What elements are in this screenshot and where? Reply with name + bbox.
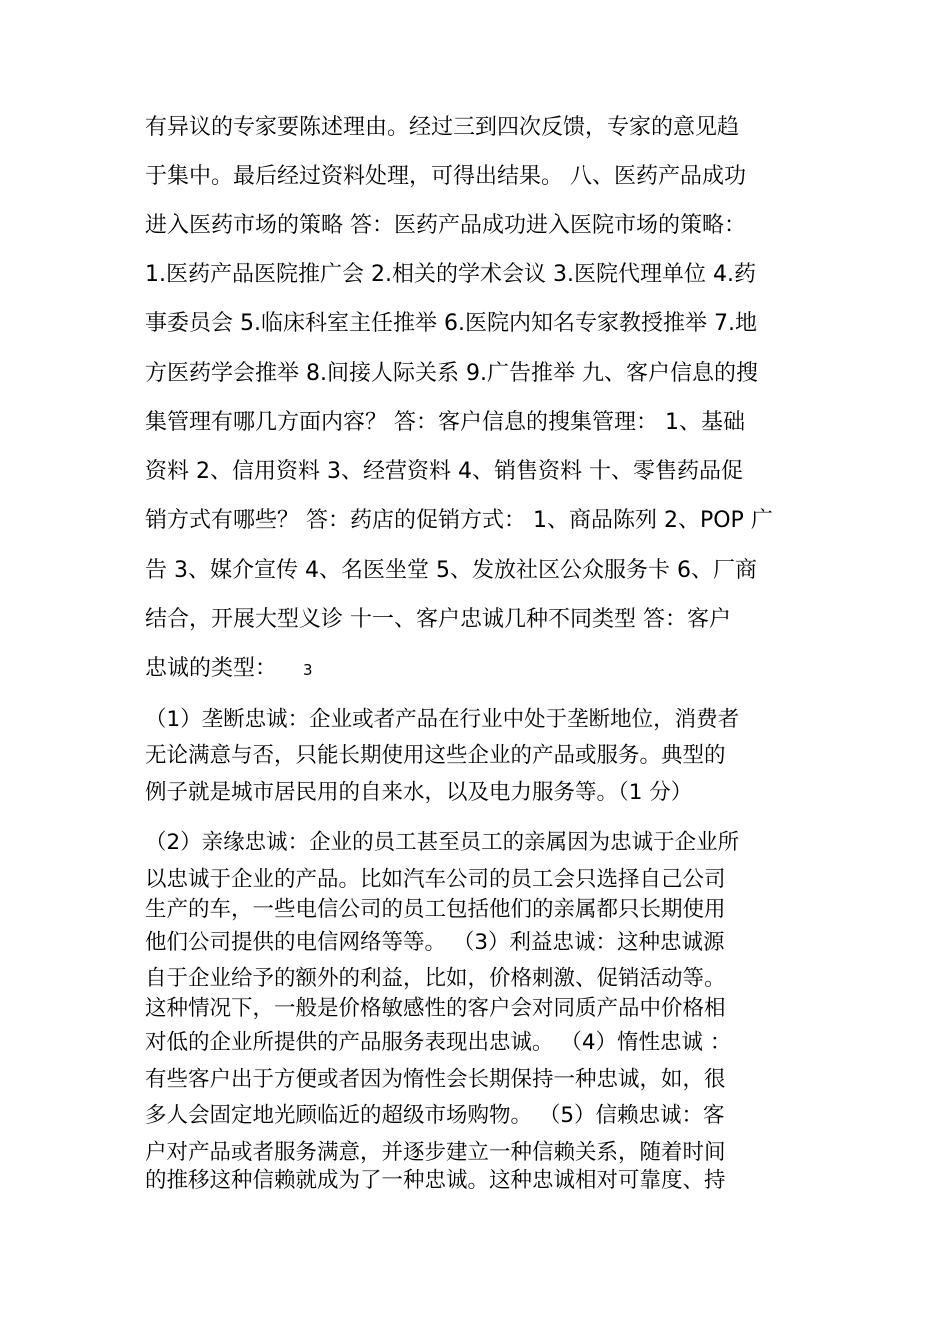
text-line: 户对产品或者服务满意，并逐步建立一种信赖关系，随着时间 xyxy=(145,1140,726,1165)
text-line: （1）垄断忠诚：企业或者产品在行业中处于垄断地位，消费者 xyxy=(145,707,740,732)
text-line: 自于企业给予的额外的利益，比如，价格刺激、促销活动等。 xyxy=(145,966,726,991)
text-line: 集管理有哪几方面内容？ 答：客户信息的搜集管理： 1、基础 xyxy=(145,410,745,435)
text-line: 事委员会 5.临床科室主任推举 6.医院内知名专家教授推举 7.地 xyxy=(145,311,757,336)
text-line: 有些客户出于方便或者因为惰性会长期保持一种忠诚，如，很 xyxy=(145,1067,726,1092)
text-line: 于集中。最后经过资料处理，可得出结果。 八、医药产品成功 xyxy=(145,164,746,189)
text-line: 这种情况下，一般是价格敏感性的客户会对同质产品中价格相 xyxy=(145,996,726,1021)
page-number: 3 xyxy=(303,661,313,679)
text-line: 方医药学会推举 8.间接人际关系 9.广告推举 九、客户信息的搜 xyxy=(145,361,758,386)
text-line: 进入医药市场的策略 答：医药产品成功进入医院市场的策略： xyxy=(145,213,746,238)
text-line: 例子就是城市居民用的自来水，以及电力服务等。（1 分） xyxy=(145,780,693,805)
text-line: 多人会固定地光顾临近的超级市场购物。 （5）信赖忠诚：客 xyxy=(145,1103,725,1128)
text-line: 的推移这种信赖就成为了一种忠诚。这种忠诚相对可靠度、持 xyxy=(145,1168,726,1193)
text-line: 1.医药产品医院推广会 2.相关的学术会议 3.医院代理单位 4.药 xyxy=(145,262,756,287)
text-line: 有异议的专家要陈述理由。经过三到四次反馈，专家的意见趋 xyxy=(145,115,740,140)
text-line xyxy=(145,656,313,683)
text-line-content: 忠诚的类型： xyxy=(145,656,278,681)
text-line: （2）亲缘忠诚：企业的员工甚至员工的亲属因为忠诚于企业所 xyxy=(145,830,740,855)
text-line: 资料 2、信用资料 3、经营资料 4、销售资料 十、零售药品促 xyxy=(145,459,743,484)
text-line: 结合，开展大型义诊 十一、客户忠诚几种不同类型 答：客户 xyxy=(145,607,731,632)
text-line: 告 3、媒介宣传 4、名医坐堂 5、发放社区公众服务卡 6、厂商 xyxy=(145,558,757,583)
text-line: 对低的企业所提供的产品服务表现出忠诚。 （4）惰性忠诚 ： xyxy=(145,1030,732,1055)
text-line: 销方式有哪些？ 答：药店的促销方式： 1、商品陈列 2、POP 广 xyxy=(145,508,773,533)
text-line: 生产的车，一些电信公司的员工包括他们的亲属都只长期使用 xyxy=(145,897,726,922)
text-line: 无论满意与否，只能长期使用这些企业的产品或服务。典型的 xyxy=(145,743,726,768)
text-line: 以忠诚于企业的产品。比如汽车公司的员工会只选择自己公司 xyxy=(145,867,726,892)
text-line: 他们公司提供的电信网络等等。 （3）利益忠诚：这种忠诚源 xyxy=(145,930,725,955)
